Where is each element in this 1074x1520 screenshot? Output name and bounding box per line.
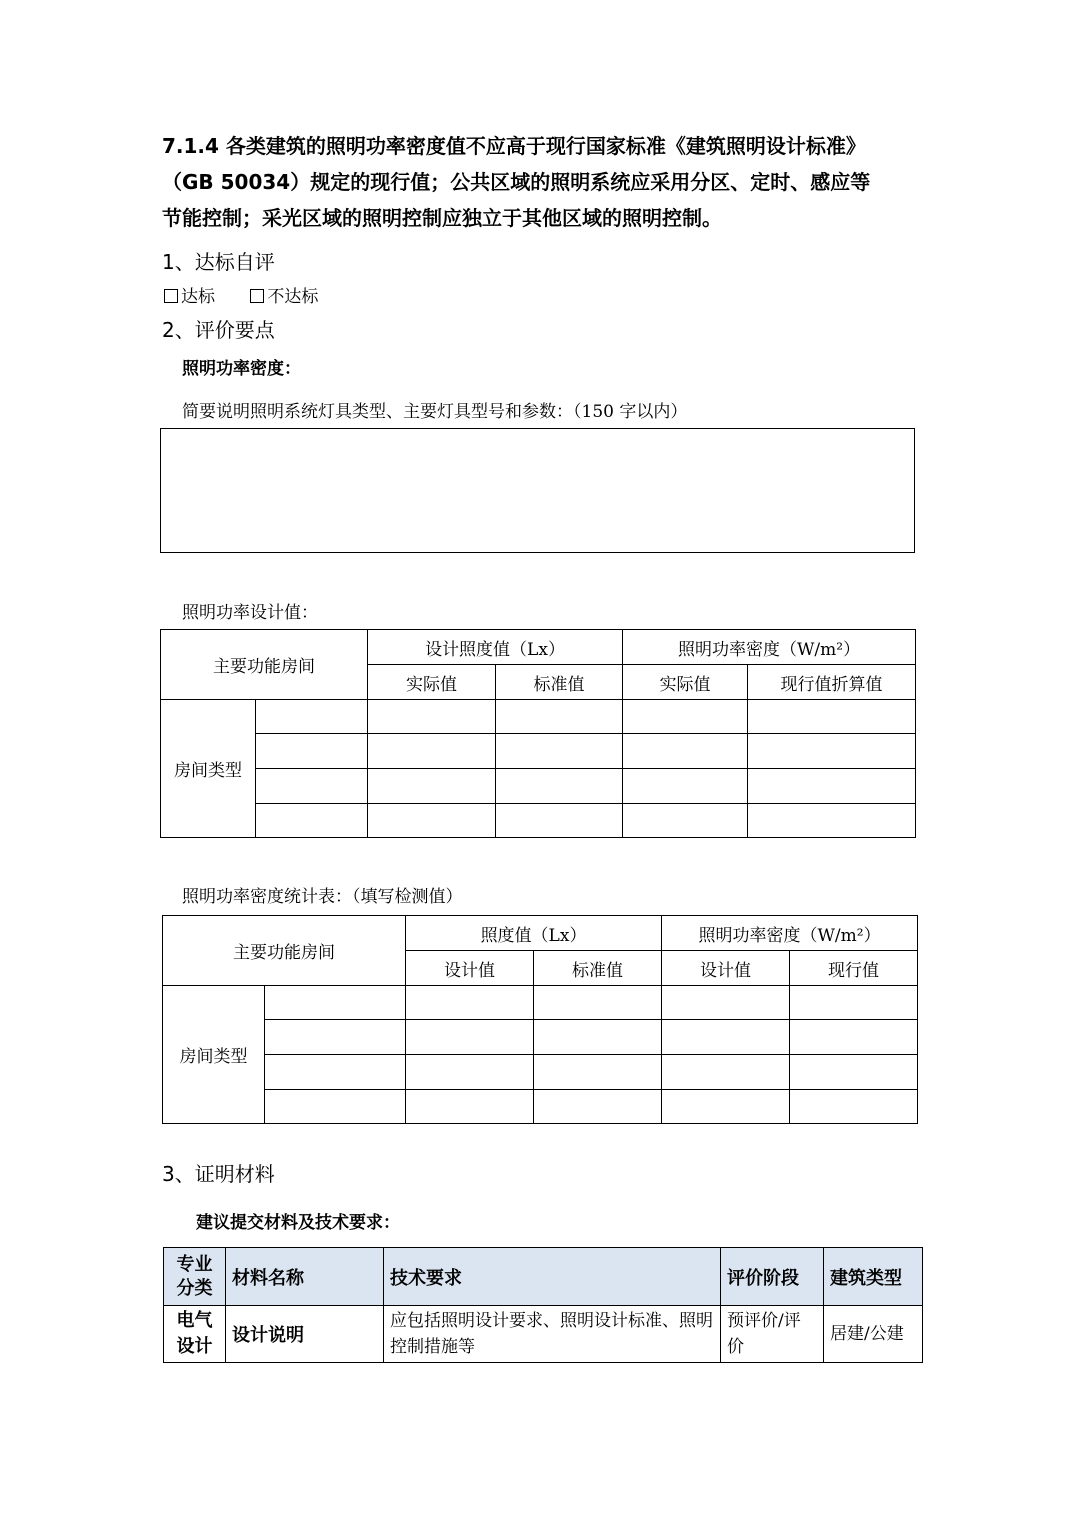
table-cell[interactable] — [406, 1090, 534, 1124]
table-cell[interactable] — [265, 1090, 406, 1124]
table-cell[interactable] — [265, 1055, 406, 1090]
table-cell[interactable] — [790, 1055, 918, 1090]
checkbox-icon — [250, 289, 264, 303]
fail-label: 不达标 — [267, 287, 319, 307]
table-cell[interactable] — [496, 700, 623, 734]
table-cell[interactable] — [748, 700, 916, 734]
table-cell[interactable] — [406, 986, 534, 1020]
table-cell[interactable] — [368, 734, 496, 769]
clause-line-2: （GB 50034）规定的现行值；公共区域的照明系统应采用分区、定时、感应等 — [162, 170, 871, 194]
header-stage: 评价阶段 — [721, 1248, 824, 1306]
room-type-label: 房间类型 — [163, 986, 265, 1124]
illuminance-group-header: 设计照度值（Lx） — [368, 630, 623, 665]
clause-heading — [162, 128, 922, 236]
design-value-label: 照明功率设计值： — [182, 603, 318, 623]
room-header: 主要功能房间 — [163, 916, 406, 986]
col-design-density: 设计值 — [662, 951, 790, 986]
clause-line-1: 7.1.4 各类建筑的照明功率密度值不应高于现行国家标准《建筑照明设计标准》 — [162, 134, 866, 158]
table-cell[interactable] — [406, 1020, 534, 1055]
power-density-group-header: 照明功率密度（W/m²） — [662, 916, 918, 951]
table-cell[interactable] — [256, 769, 368, 804]
table-cell[interactable] — [534, 1090, 662, 1124]
section-2-subtitle: 照明功率密度： — [182, 359, 301, 379]
pass-checkbox[interactable] — [164, 287, 215, 307]
table-cell[interactable] — [496, 734, 623, 769]
header-requirement: 技术要求 — [384, 1248, 721, 1306]
table-cell[interactable] — [534, 1055, 662, 1090]
description-textbox[interactable] — [160, 428, 915, 553]
clause-line-3: 节能控制；采光区域的照明控制应独立于其他区域的照明控制。 — [162, 206, 722, 230]
table-cell[interactable] — [256, 804, 368, 838]
header-building: 建筑类型 — [824, 1248, 923, 1306]
row-building: 居建/公建 — [824, 1306, 923, 1363]
header-material: 材料名称 — [226, 1248, 384, 1306]
row-material: 设计说明 — [226, 1306, 384, 1363]
row-requirement: 应包括照明设计要求、照明设计标准、照明控制措施等 — [384, 1306, 721, 1363]
description-prompt: 简要说明照明系统灯具类型、主要灯具型号和参数：（150 字以内） — [182, 402, 688, 422]
table-cell[interactable] — [748, 769, 916, 804]
table-cell[interactable] — [790, 1090, 918, 1124]
table-cell[interactable] — [662, 1020, 790, 1055]
illuminance-group-header: 照度值（Lx） — [406, 916, 662, 951]
table-cell[interactable] — [496, 804, 623, 838]
row-discipline: 电气设计 — [164, 1306, 226, 1363]
section-2-title: 2、评价要点 — [162, 318, 275, 342]
col-standard-illuminance: 标准值 — [534, 951, 662, 986]
header-discipline: 专业分类 — [164, 1248, 226, 1306]
table-cell[interactable] — [256, 700, 368, 734]
table-cell[interactable] — [623, 769, 748, 804]
table-cell[interactable] — [368, 700, 496, 734]
power-density-group-header: 照明功率密度（W/m²） — [623, 630, 916, 665]
col-converted-density: 现行值折算值 — [748, 665, 916, 700]
table-cell[interactable] — [662, 1055, 790, 1090]
fail-checkbox[interactable] — [250, 287, 318, 307]
table-cell[interactable] — [623, 700, 748, 734]
table-cell[interactable] — [406, 1055, 534, 1090]
room-type-label: 房间类型 — [161, 700, 256, 838]
col-actual-density: 实际值 — [623, 665, 748, 700]
stats-table-label: 照明功率密度统计表：（填写检测值） — [182, 887, 463, 907]
col-design-illuminance: 设计值 — [406, 951, 534, 986]
section-1-title: 1、达标自评 — [162, 250, 275, 274]
col-standard-illuminance: 标准值 — [496, 665, 623, 700]
table-cell[interactable] — [265, 986, 406, 1020]
section-3-subtitle: 建议提交材料及技术要求： — [196, 1213, 400, 1233]
table-cell[interactable] — [256, 734, 368, 769]
room-header: 主要功能房间 — [161, 630, 368, 700]
row-stage: 预评价/评价 — [721, 1306, 824, 1363]
materials-table — [163, 1247, 923, 1363]
table-cell[interactable] — [368, 769, 496, 804]
table-cell[interactable] — [748, 804, 916, 838]
table-cell[interactable] — [265, 1020, 406, 1055]
table-cell[interactable] — [623, 804, 748, 838]
table-cell[interactable] — [662, 1090, 790, 1124]
col-actual-illuminance: 实际值 — [368, 665, 496, 700]
density-stats-table — [162, 915, 918, 1124]
table-cell[interactable] — [748, 734, 916, 769]
table-cell[interactable] — [368, 804, 496, 838]
table-cell[interactable] — [534, 986, 662, 1020]
pass-label: 达标 — [181, 287, 215, 307]
table-cell[interactable] — [790, 1020, 918, 1055]
checkbox-icon — [164, 289, 178, 303]
section-3-title: 3、证明材料 — [162, 1162, 275, 1186]
design-value-table — [160, 629, 916, 838]
table-cell[interactable] — [534, 1020, 662, 1055]
table-cell[interactable] — [662, 986, 790, 1020]
table-cell[interactable] — [623, 734, 748, 769]
col-current-density: 现行值 — [790, 951, 918, 986]
compliance-options — [164, 282, 318, 307]
table-cell[interactable] — [790, 986, 918, 1020]
table-cell[interactable] — [496, 769, 623, 804]
